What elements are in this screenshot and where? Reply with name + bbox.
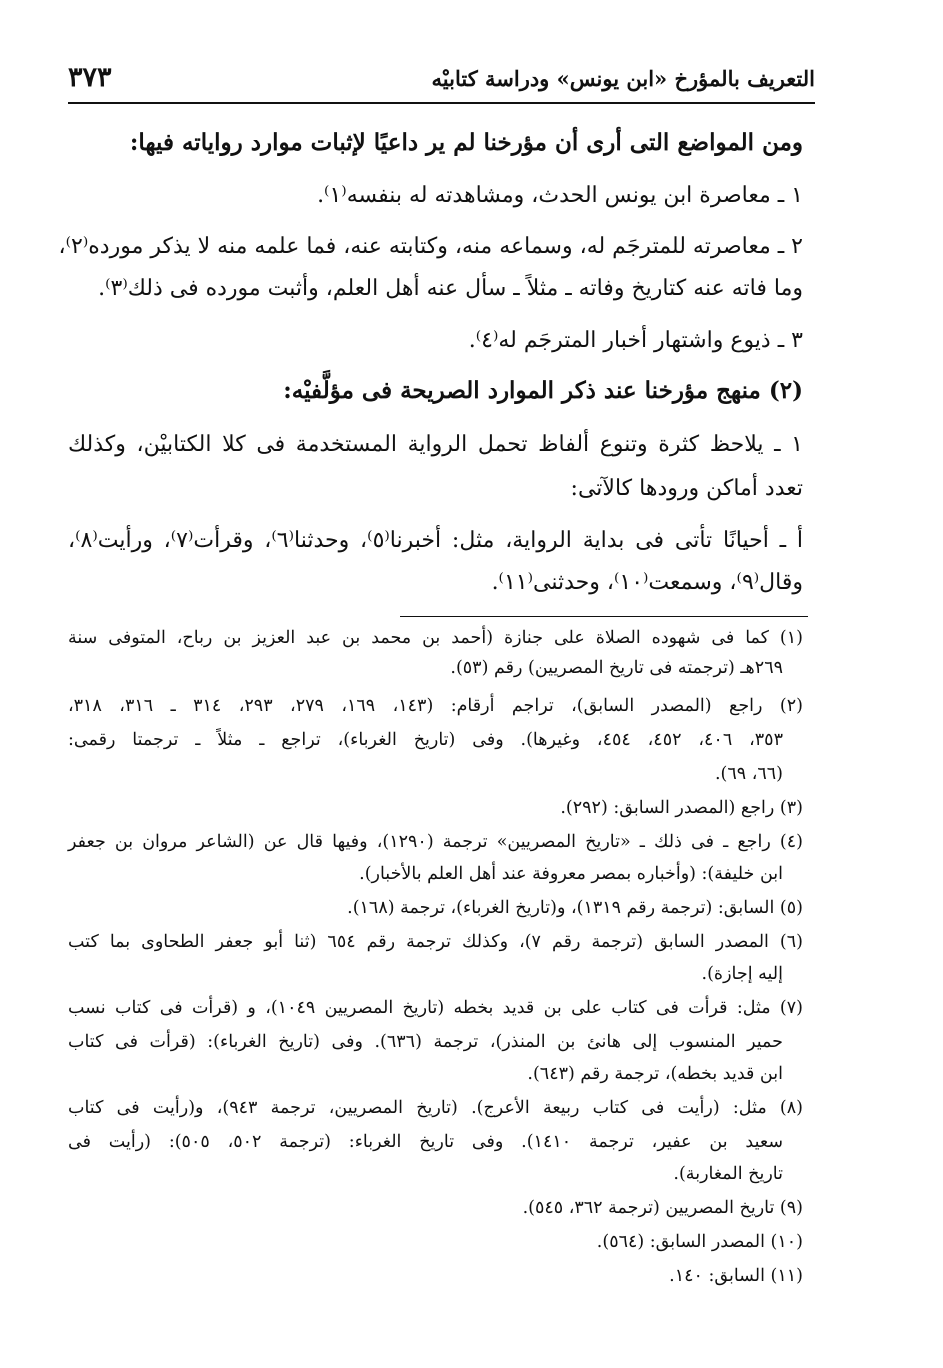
footnote-line: سعيد بن عفير، ترجمة ١٤١٠). وفى تاريخ الغرباء: (ترجمة ٥٠٢، ٥٠٥): (رأيت فى	[68, 1132, 783, 1152]
footnote-line: (١٠) المصدر السابق: (٥٦٤).	[596, 1232, 803, 1252]
footnote-line: حمير المنسوب إلى هانئ بن المنذر)، ترجمة (٦٣٦). وفى (تاريخ الغرباء): (قرأت فى كتاب	[68, 1032, 783, 1052]
running-header	[68, 62, 815, 104]
page-number: ٣٧٣	[68, 62, 112, 93]
list-item-1: ١ ـ معاصرة ابن يونس الحدث، ومشاهدته له بنفسه⁽١⁾.	[317, 183, 803, 208]
footnote-line: إليه إجازة).	[701, 964, 783, 984]
paragraph-2-line-2: وقال⁽٩⁾، وسمعت⁽١٠⁾، وحدثنى⁽١١⁾.	[491, 570, 803, 595]
footnote-line: (٤) راجع ـ فى ذلك ـ «تاريخ المصريين» ترجمة (١٢٩٠)، وفيها قال عن (الشاعر مروان بن جعفر	[68, 832, 803, 852]
running-title: التعريف بالمؤرخ «ابن يونس» ودراسة كتابيْه	[431, 66, 815, 91]
footnote-line: ٣٥٣، ٤٠٦، ٤٥٢، ٤٥٤، وغيرها). وفى (تاريخ الغرباء)، تراجع ـ مثلاً ـ ترجمتا رقمى:	[68, 730, 783, 750]
footnote-line: (٣) راجع (المصدر السابق: (٢٩٢).	[560, 798, 803, 818]
footnote-line: ابن خليفة): (وأخباره بمصر معروفة عند أهل العلم بالأخبار).	[359, 864, 783, 884]
footnote-line: (٦) المصدر السابق (ترجمة رقم ٧)، وكذلك ترجمة رقم ٦٥٤ (ثنا أبو جعفر الطحاوى بما كتب	[68, 932, 803, 952]
paragraph-1-line-2: تعدد أماكن ورودها كالآتى:	[570, 476, 803, 501]
footnote-line: (٩) تاريخ المصريين (ترجمة ٣٦٢، ٥٤٥).	[522, 1198, 803, 1218]
footnote-line: (٥) السابق: (ترجمة رقم ١٣١٩)، و(تاريخ الغرباء)، ترجمة (١٦٨).	[347, 898, 803, 918]
intro-sentence: ومن المواضع التى أرى أن مؤرخنا لم ير داعيًا لإثبات موارد رواياته فيها:	[129, 129, 803, 156]
footnote-line: ابن قديد بخطه)، ترجمة رقم (٦٤٣).	[527, 1064, 783, 1084]
footnote-line: (٧) مثل: قرأت فى كتاب على بن قديد بخطه (تاريخ المصريين ١٠٤٩)، و (قرأت فى كتاب نسب	[68, 998, 803, 1018]
footnote-line: (١١) السابق: ١٤٠.	[669, 1266, 803, 1286]
paragraph-1-line-1: ١ ـ يلاحظ كثرة وتنوع ألفاظ تحمل الرواية المستخدمة فى كلا الكتابيْن، وكذلك	[68, 432, 803, 457]
list-item-3: ٣ ـ ذيوع واشتهار أخبار المترجَم له⁽٤⁾.	[468, 328, 803, 353]
list-item-2-line-1: ٢ ـ معاصرته للمترجَم له، وسماعه منه، وكتابته عنه، فما علمه منه لا يذكر مورده⁽٢⁾،	[58, 234, 803, 259]
section-heading: (٢) منهج مؤرخنا عند ذكر الموارد الصريحة فى مؤلَّفيْه:	[283, 377, 803, 404]
footnote-line: تاريخ المغاربة).	[673, 1164, 783, 1184]
footnote-line: (١) كما فى شهوده الصلاة على جنازة (أحمد بن محمد بن عبد العزيز بن رباح، المتوفى سنة	[68, 628, 803, 648]
footnote-line: ٢٦٩هـ (ترجمته فى تاريخ المصريين) رقم (٥٣).	[450, 658, 783, 678]
footnote-separator	[400, 616, 808, 617]
footnote-line: (٢) راجع (المصدر السابق)، تراجم أرقام: (١٤٣، ١٦٩، ٢٧٩، ٢٩٣، ٣١٤ ـ ٣١٦، ٣١٨،	[68, 696, 803, 716]
footnote-line: (٦٦، ٦٩).	[714, 764, 783, 784]
footnote-line: (٨) مثل: (رأيت فى كتاب ربيعة الأعرج). (تاريخ المصريين، ترجمة ٩٤٣)، و(رأيت فى كتاب	[68, 1098, 803, 1118]
paragraph-2-line-1: أ ـ أحيانًا تأتى فى بداية الرواية، مثل: أخبرنا⁽٥⁾، وحدثنا⁽٦⁾، وقرأت⁽٧⁾، ورأيت⁽٨⁾،	[68, 528, 803, 553]
list-item-2-line-2: وما فاته عنه كتاريخ وفاته ـ مثلاً ـ سأل عنه أهل العلم، وأثبت مورده فى ذلك⁽٣⁾.	[98, 276, 803, 301]
